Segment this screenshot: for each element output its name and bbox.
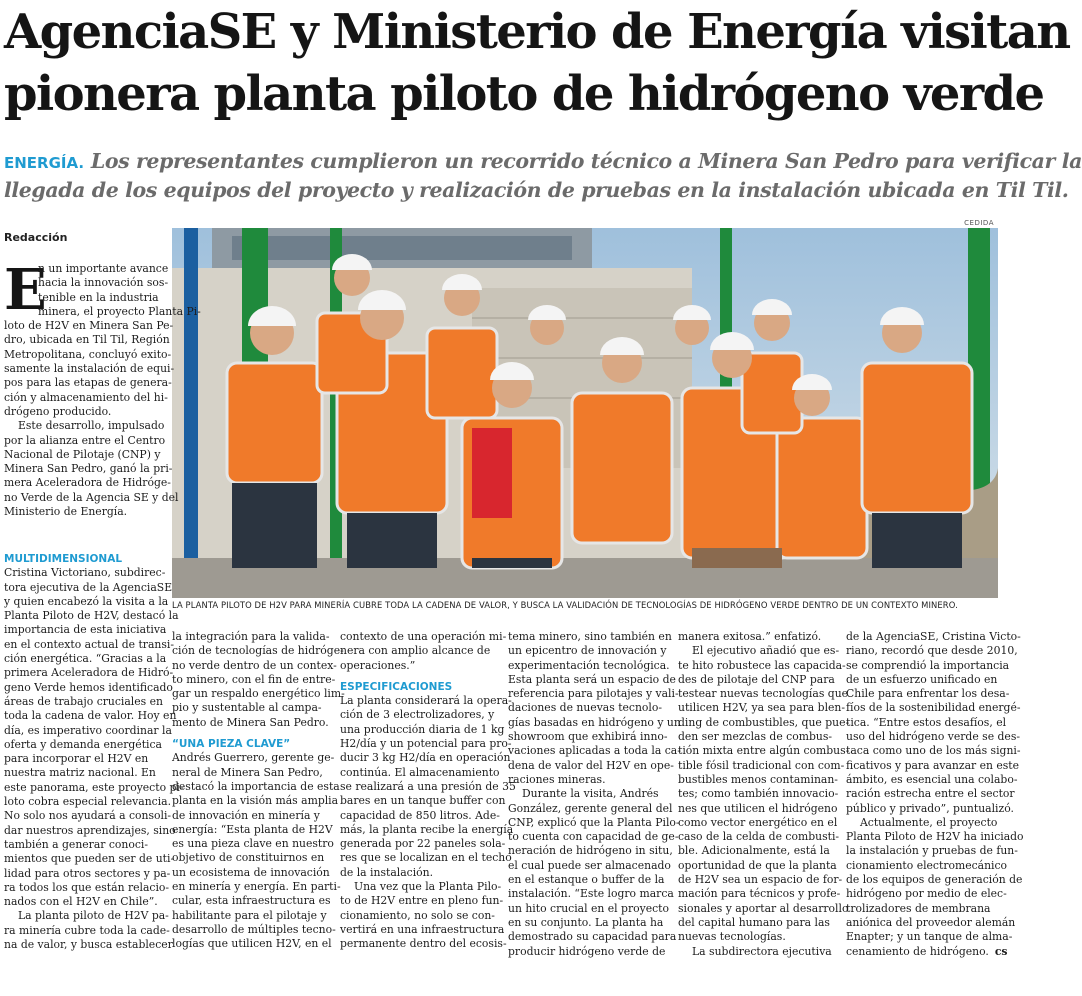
text-line: más, la planta recibe la energía [340,822,514,836]
paragraph-gap [340,673,516,680]
text-line: un hito crucial en el proyecto [508,901,669,915]
text-line: en el estanque o buffer de la [508,873,665,887]
text-line: referencia para pilotajes y vali- [508,687,679,701]
column-1-body [4,552,184,952]
text-line: planta en la visión más amplia [172,794,339,808]
text-line: hidrógeno por medio de elec- [846,887,1007,901]
byline: Redacción [4,231,68,244]
text-line: Cristina Victoriano, subdirec- [4,566,166,580]
text-line: un ecosistema de innovación [172,865,330,879]
text-line: se comprendió la importancia [846,658,1010,672]
text-line: nuevas tecnologías. [678,930,786,944]
text-line: El ejecutivo añadió que es- [692,644,840,658]
text-line: bares en un tanque buffer con [340,794,506,808]
text-line: Planta Piloto de H2V, destacó la [4,609,179,623]
text-line: Metropolitana, concluyó exito- [4,347,172,361]
text-line: dro, ubicada en Til Til, Región [4,333,170,347]
group-photo-illustration [172,228,998,598]
text-line: to de H2V entre en pleno fun- [340,894,504,908]
text-line: es una pieza clave en nuestro [172,837,334,851]
text-line: nera con amplio alcance de [340,644,491,658]
text-line: bustibles menos contaminan- [678,772,838,786]
headline-line-2: pionera planta piloto de hidrógeno verde [4,66,1044,122]
text-line: también a generar conoci- [4,837,149,851]
text-line: mientos que pueden ser de uti- [4,852,175,866]
text-line: Planta Piloto de H2V ha iniciado [846,830,1024,844]
text-line: en el contexto actual de transi- [4,637,175,651]
text-line: importancia de esta iniciativa [4,623,167,637]
headline [4,2,1070,126]
text-line: Chile para enfrentar los desa- [846,687,1010,701]
lead-line-1: Los representantes cumplieron un recorrido técnico a Minera San Pedro para verificar la [90,149,1082,173]
text-line: n un importante avance [38,262,169,275]
text-line: objetivo de constituirnos en [172,851,325,865]
text-line: tica. “Entre estos desafíos, el [846,715,1007,729]
end-mark: cs [994,944,1008,958]
subheading-especificaciones: ESPECIFICACIONES [340,680,453,693]
column-1-intro [4,262,201,519]
text-line: destacó la importancia de esta [172,779,340,793]
photo-credit: CEDIDA [964,219,994,227]
text-line: vertirá en una infraestructura [340,922,505,936]
text-line: samente la instalación de equi- [4,362,175,376]
text-line: res que se localizan en el techo [340,851,512,865]
text-line: dar nuestros aprendizajes, sino [4,823,176,837]
text-line: tión mixta entre algún combus- [678,744,850,758]
text-line: uso del hidrógeno verde se des- [846,730,1021,744]
text-line: Actualmente, el proyecto [860,815,998,829]
text-line: neral de Minera San Pedro, [172,765,323,779]
headline-line-1: AgenciaSE y Ministerio de Energía visitan [4,4,1070,60]
text-line: aniónica del proveedor alemán [846,915,1016,929]
text-line: de la AgenciaSE, Cristina Victo- [846,630,1021,643]
text-line: la integración para la valida- [172,630,330,643]
text-line: mento de Minera San Pedro. [172,715,329,729]
text-line: gías basadas en hidrógeno y un [508,715,681,729]
text-line: en minería y energía. En parti- [172,880,341,894]
text-line: ficativos y para avanzar en este [846,758,1020,772]
text-line: H2/día y un potencial para pro- [340,737,512,751]
text-line: fíos de la sostenibilidad energé- [846,701,1021,715]
text-line: ra todos los que están relacio- [4,880,170,894]
text-line: del capital humano para las [678,915,830,929]
text-line: de los equipos de generación de [846,873,1023,887]
text-line: drógeno producido. [4,404,112,418]
text-line: tenible en la industria [38,290,159,304]
text-line: para incorporar el H2V en [4,752,149,766]
text-line: mación para técnicos y profe- [678,887,841,901]
text-line: no Verde de la Agencia SE y del [4,490,179,504]
text-line: loto de H2V en Minera San Pe- [4,319,174,333]
text-line: permanente dentro del ecosis- [340,937,507,951]
group-photo [172,228,998,598]
text-line: Enapter; y un tanque de alma- [846,930,1013,944]
text-line: ducir 3 kg H2/día en operación [340,751,511,765]
text-line: como vector energético en el [678,815,838,829]
text-line: no verde dentro de un contex- [172,658,337,672]
text-line: este panorama, este proyecto pi- [4,780,184,794]
text-line: de la instalación. [340,865,434,879]
text-line: nes que utilicen el hidrógeno [678,801,838,815]
text-line: oferta y demanda energética [4,737,162,751]
text-line: de H2V sea un espacio de for- [678,873,843,887]
text-line: testear nuevas tecnologías que [678,687,849,701]
text-line: generada por 22 paneles sola- [340,837,506,851]
text-line: loto cobra especial relevancia. [4,795,172,809]
text-line: experimentación tecnológica. [508,658,670,672]
text-line: producir hidrógeno verde de [508,944,666,958]
text-line: pos para las etapas de genera- [4,376,172,390]
text-line: Una vez que la Planta Pilo- [354,880,502,894]
text-line: ción de 3 electrolizadores, y [340,708,495,722]
column-6 [846,630,1024,959]
text-line: toda la cadena de valor. Hoy en [4,709,177,723]
text-line: No solo nos ayudará a consoli- [4,809,172,823]
text-line: desarrollo de múltiples tecno- [172,922,336,936]
text-line: se realizará a una presión de 35 [340,779,516,793]
paragraph-gap [172,730,345,737]
text-line: energía: “Esta planta de H2V [172,822,333,836]
text-line: continúa. El almacenamiento [340,765,500,779]
text-line: na de valor, y busca establecer [4,938,173,952]
text-line: pio y sustentable al campa- [172,701,322,715]
text-line: to cuenta con capacidad de ge- [508,830,679,844]
photo-caption: LA PLANTA PILOTO DE H2V PARA MINERÍA CUBRE TODA LA CADENA DE VALOR, Y BUSCA LA VALIDACIÓN DE TECNOLOGÍAS DE HIDRÓGENO VERDE DENTRO DE UN CONTEXTO MINERO. [172,600,958,610]
text-line: utilicen H2V, ya sea para blen- [678,701,846,715]
text-line: vaciones aplicadas a toda la ca- [508,744,681,758]
text-line: caso de la celda de combusti- [678,830,840,844]
text-line: ra minería cubre toda la cade- [4,923,170,937]
text-line: des de pilotaje del CNP para [678,672,835,686]
column-4 [508,630,681,959]
text-line: raciones mineras. [508,772,606,786]
text-line: una producción diaria de 1 kg [340,722,505,736]
text-line: ción energética. “Gracias a la [4,652,167,666]
text-line: público y privado”, puntualizó. [846,801,1014,815]
text-line: nados con el H2V en Chile”. [4,895,158,909]
text-line: ración estrecha entre el sector [846,787,1015,801]
text-line: Ministerio de Energía. [4,505,128,519]
lead-line-2: llegada de los equipos del proyecto y realización de pruebas en la instalación ubicada en Til Til. [4,178,1069,202]
text-line: to minero, con el fin de entre- [172,672,336,686]
text-line: áreas de trabajo cruciales en [4,694,163,708]
text-line: ding de combustibles, que pue- [678,715,850,729]
subheading-pieza-clave: “UNA PIEZA CLAVE” [172,738,291,751]
text-line: CNP, explicó que la Planta Pilo- [508,815,680,829]
text-line: den ser mezclas de combus- [678,730,833,744]
drop-cap: E [4,257,47,323]
text-line: La planta considerará la opera- [340,694,512,708]
text-line: te hito robustece las capacida- [678,658,846,672]
text-line: tes; como también innovacio- [678,787,839,801]
text-line: de un esfuerzo unificado en [846,672,998,686]
column-2 [172,630,345,952]
column-5 [678,630,849,959]
text-line: gar un respaldo energético lim- [172,687,345,701]
text-line: un epicentro de innovación y [508,644,667,658]
text-line: nuestra matriz nacional. En [4,766,156,780]
text-line: habilitante para el pilotaje y [172,908,327,922]
subheading-multidimensional: MULTIDIMENSIONAL [4,553,123,565]
text-line: tora ejecutiva de la AgenciaSE [4,580,173,594]
text-line: cular, esta infraestructura es [172,894,331,908]
text-line: tema minero, sino también en [508,630,672,643]
text-line: operaciones.” [340,658,416,672]
text-line: día, es imperativo coordinar la [4,723,172,737]
text-line: tible fósil tradicional con com- [678,758,845,772]
text-line: cionamiento, no solo se con- [340,908,495,922]
text-line: oportunidad de que la planta [678,858,837,872]
text-line: sionales y aportar al desarrollo [678,901,849,915]
text-line: cenamiento de hidrógeno. cs [846,944,1008,958]
text-line: González, gerente general del [508,801,673,815]
text-line: primera Aceleradora de Hidró- [4,666,174,680]
section-kicker: ENERGÍA. [4,154,85,172]
text-line: ción y almacenamiento del hi- [4,390,168,404]
text-line: ción de tecnologías de hidróge- [172,644,344,658]
text-line: showroom que exhibirá inno- [508,730,668,744]
text-line: logías que utilicen H2V, en el [172,937,332,951]
text-line: la instalación y pruebas de fun- [846,844,1018,858]
text-line: y quien encabezó la visita a la [4,594,169,608]
text-line: La subdirectora ejecutiva [692,944,832,958]
text-line: de innovación en minería y [172,808,320,822]
text-line: taca como uno de los más signi- [846,744,1021,758]
text-line: Esta planta será un espacio de [508,672,676,686]
text-line: manera exitosa.” enfatizó. [678,630,822,643]
text-line: capacidad de 850 litros. Ade- [340,808,500,822]
text-line: daciones de nuevas tecnolo- [508,701,663,715]
text-line: mera Aceleradora de Hidróge- [4,476,171,490]
text-line: Este desarrollo, impulsado [18,419,165,433]
text-line: La planta piloto de H2V pa- [18,909,169,923]
text-line: ámbito, es esencial una colabo- [846,772,1018,786]
text-line: el cual puede ser almacenado [508,858,671,872]
text-line: por la alianza entre el Centro [4,433,166,447]
text-line: Andrés Guerrero, gerente ge- [172,751,335,765]
text-line: contexto de una operación mi- [340,630,507,643]
text-line: instalación. “Este logro marca [508,887,674,901]
text-line: Durante la visita, Andrés [522,787,659,801]
text-line: Minera San Pedro, ganó la pri- [4,462,173,476]
text-line: geno Verde hemos identificado [4,680,173,694]
lead-paragraph [4,148,1082,204]
text-line: demostrado su capacidad para [508,930,677,944]
text-line: hacia la innovación sos- [38,276,169,290]
text-line: trolizadores de membrana [846,901,991,915]
text-line: ble. Adicionalmente, está la [678,844,830,858]
column-3 [340,630,516,952]
text-line: lidad para otros sectores y pa- [4,866,171,880]
text-line: dena de valor del H2V en ope- [508,758,674,772]
text-line: minera, el proyecto Planta Pi- [38,304,201,318]
text-line: riano, recordó que desde 2010, [846,644,1018,658]
text-line: cionamiento electromecánico [846,858,1008,872]
text-line: en su conjunto. La planta ha [508,915,664,929]
text-line: Nacional de Pilotaje (CNP) y [4,447,161,461]
text-line: neración de hidrógeno in situ, [508,844,673,858]
